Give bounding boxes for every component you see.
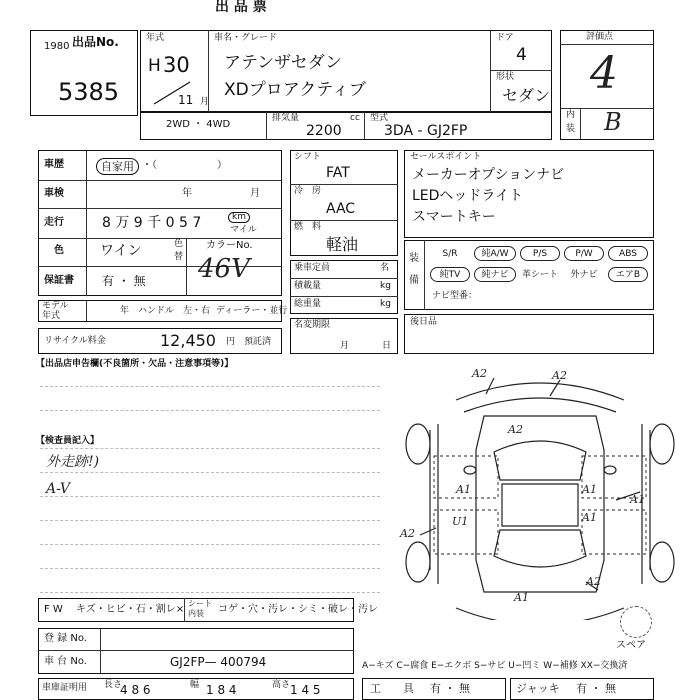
- fuel-value: 軽油: [326, 235, 359, 254]
- mark-a2-hood: A2: [508, 423, 523, 436]
- colorno-value: 46V: [198, 254, 250, 284]
- sales-point-3: スマートキー: [412, 209, 496, 225]
- equip-sunroof: S/R: [442, 249, 458, 259]
- seat-label-2: 内装: [188, 609, 204, 618]
- jack-value: 有 ・ 無: [576, 682, 616, 695]
- aircon-value: AAC: [326, 201, 356, 217]
- spare-tire-icon: [620, 606, 652, 638]
- warranty-value: 有 ・ 無: [102, 274, 146, 288]
- month-value: 11: [178, 93, 194, 107]
- navi-model-label: ナビ型番：: [432, 291, 478, 301]
- width-value: 1 8 4: [206, 683, 237, 697]
- interior-label-2: 装: [566, 124, 576, 134]
- handle-text: 年 ハンドル 左・右: [120, 306, 211, 316]
- later-label: 後日品: [410, 317, 438, 327]
- tools-label: 工 具: [370, 682, 414, 695]
- equip-airbag: エアB: [608, 267, 648, 282]
- color-value: ワイン: [100, 243, 142, 259]
- weight-unit: kg: [380, 299, 391, 309]
- load-unit: kg: [380, 281, 391, 291]
- width-label: 幅: [190, 680, 200, 690]
- mark-a1-left-door: A1: [456, 483, 471, 496]
- mileage-unit-km: km: [228, 212, 250, 223]
- mark-a1-rear: A1: [514, 591, 529, 604]
- car-grade: XDプロアクティブ: [224, 80, 366, 100]
- equip-abs: ABS: [608, 246, 648, 261]
- equip-label-2: 備: [409, 275, 419, 286]
- load-label: 積載量: [294, 281, 322, 291]
- mark-a1-right-side: A1: [630, 493, 645, 506]
- inspection-month: 月: [250, 188, 260, 199]
- recycle-unit: 円 預託済: [226, 337, 272, 347]
- lot-number: 5385: [58, 78, 120, 106]
- model-value: 3DA - GJ2FP: [384, 123, 468, 139]
- year-label: 年式: [146, 33, 165, 43]
- weight-label: 総重量: [294, 299, 322, 309]
- seat-label-1: シート: [188, 599, 212, 608]
- mark-a2-front-right: A2: [552, 369, 567, 382]
- color-label: 色: [54, 245, 64, 256]
- length-value: 4 8 6: [120, 683, 151, 697]
- car-label: 車名・グレード: [214, 33, 278, 43]
- shape-value: セダン: [502, 86, 551, 105]
- mark-a2-rear-right: A2: [586, 575, 601, 588]
- equip-label-1: 装: [409, 253, 419, 264]
- length-label: 長さ: [104, 680, 123, 690]
- equip-alloy-wheel: 純A/W: [474, 246, 516, 261]
- score-label: 評価点: [586, 32, 614, 42]
- color-sub-2: 替: [174, 252, 184, 262]
- fw-items: キズ・ヒビ・石・割レ×: [76, 604, 185, 615]
- score-value: 4: [590, 48, 618, 99]
- month-unit: 月: [200, 97, 210, 107]
- history-value: 自家用: [96, 158, 139, 175]
- equip-leather: 革シート: [521, 270, 558, 280]
- spare-label: スペア: [616, 640, 646, 651]
- door-value: 4: [516, 45, 527, 65]
- displacement-unit: cc: [350, 113, 360, 123]
- header-title: 出 品 票: [215, 0, 267, 15]
- lot-label: 出品No.: [72, 35, 119, 49]
- displacement-value: 2200: [306, 123, 342, 139]
- year-era: H: [148, 56, 161, 76]
- history-label: 車歴: [44, 159, 64, 170]
- chassis-value: GJ2FP— 400794: [170, 655, 267, 669]
- model-label: 型式: [370, 113, 389, 123]
- dealer-text: ディーラー・並行: [216, 306, 288, 316]
- inspection-year: 年: [182, 188, 192, 199]
- slash-mark: [150, 80, 196, 106]
- tools-value: 有 ・ 無: [430, 682, 470, 695]
- name-change-label: 名変期限: [294, 320, 331, 330]
- mark-a2-front-left: A2: [472, 367, 487, 380]
- shift-label: シフト: [294, 152, 322, 162]
- equip-power-window: P/W: [564, 246, 604, 261]
- capacity-label: 乗車定員: [294, 263, 331, 273]
- mileage-value: 8 万 9 千 0 5 7: [102, 215, 202, 231]
- inspection-label: 車検: [44, 188, 64, 199]
- chassis-label: 車 台 No.: [44, 656, 87, 667]
- year-value: 30: [163, 53, 190, 77]
- equip-tv: 純TV: [430, 267, 470, 282]
- shift-value: FAT: [326, 165, 350, 181]
- warranty-label: 保証書: [44, 275, 74, 286]
- later-box: [404, 314, 654, 354]
- mark-a2-left-side: A2: [400, 527, 415, 540]
- drive-type: 2WD ・ 4WD: [166, 119, 231, 130]
- shape-label: 形状: [496, 72, 515, 82]
- history-other: ・（ ）: [142, 160, 227, 171]
- colorno-label: カラーNo.: [206, 240, 253, 251]
- damage-legend: A−キズ C−腐食 E−エクボ S−サビ U−凹ミ W−補修 XX−交換済: [362, 661, 628, 671]
- capacity-unit: 名: [380, 263, 390, 273]
- mileage-unit-mile: マイル: [230, 225, 257, 235]
- mileage-label: 走行: [44, 217, 64, 228]
- equip-power-steering: P/S: [520, 246, 560, 261]
- height-label: 高さ: [272, 680, 291, 690]
- dims-label: 車庫証明用: [42, 683, 88, 693]
- mark-u1-left: U1: [452, 515, 469, 528]
- inspector-label: 【検査員記入】: [36, 436, 100, 446]
- name-change-month: 月: [340, 341, 350, 351]
- color-sub-1: 色: [174, 239, 184, 249]
- sales-point-1: メーカーオプションナビ: [412, 167, 565, 183]
- sales-label: セールスポイント: [410, 152, 482, 162]
- sales-point-2: LEDヘッドライト: [412, 188, 524, 204]
- fuel-label: 燃 料: [294, 222, 322, 232]
- registration-label: 登 録 No.: [44, 633, 87, 644]
- fw-label: F W: [44, 604, 63, 615]
- door-label: ドア: [496, 33, 514, 43]
- report-label: 【出品店申告欄(不良箇所・欠品・注意事項等)】: [36, 359, 234, 369]
- model-year-label-2: 年式: [42, 311, 61, 321]
- mark-a1-right-rear: A1: [582, 511, 597, 524]
- interior-label-1: 内: [566, 110, 576, 120]
- recycle-value: 12,450: [160, 331, 216, 350]
- jack-label: ジャッキ: [516, 682, 560, 695]
- inspector-note-2: A-V: [46, 481, 70, 497]
- interior-value: B: [604, 108, 622, 136]
- lot-code: 1980: [44, 41, 70, 52]
- aircon-label: 冷 房: [294, 186, 322, 196]
- mark-a1-right-door: A1: [582, 483, 597, 496]
- car-name: アテンザセダン: [224, 53, 342, 73]
- recycle-label: リサイクル料金: [44, 336, 106, 346]
- height-value: 1 4 5: [290, 683, 321, 697]
- equip-navi: 純ナビ: [474, 267, 516, 282]
- equip-ext-navi: 外ナビ: [570, 270, 598, 280]
- car-damage-diagram: [390, 360, 690, 620]
- model-year-label-1: モデル: [42, 301, 69, 311]
- seat-items: コゲ・穴・汚レ・シミ・破レ・汚レ: [218, 604, 378, 615]
- name-change-day: 日: [382, 341, 392, 351]
- displacement-label: 排気量: [272, 113, 300, 123]
- inspector-note-1: 外走跡!): [46, 454, 100, 470]
